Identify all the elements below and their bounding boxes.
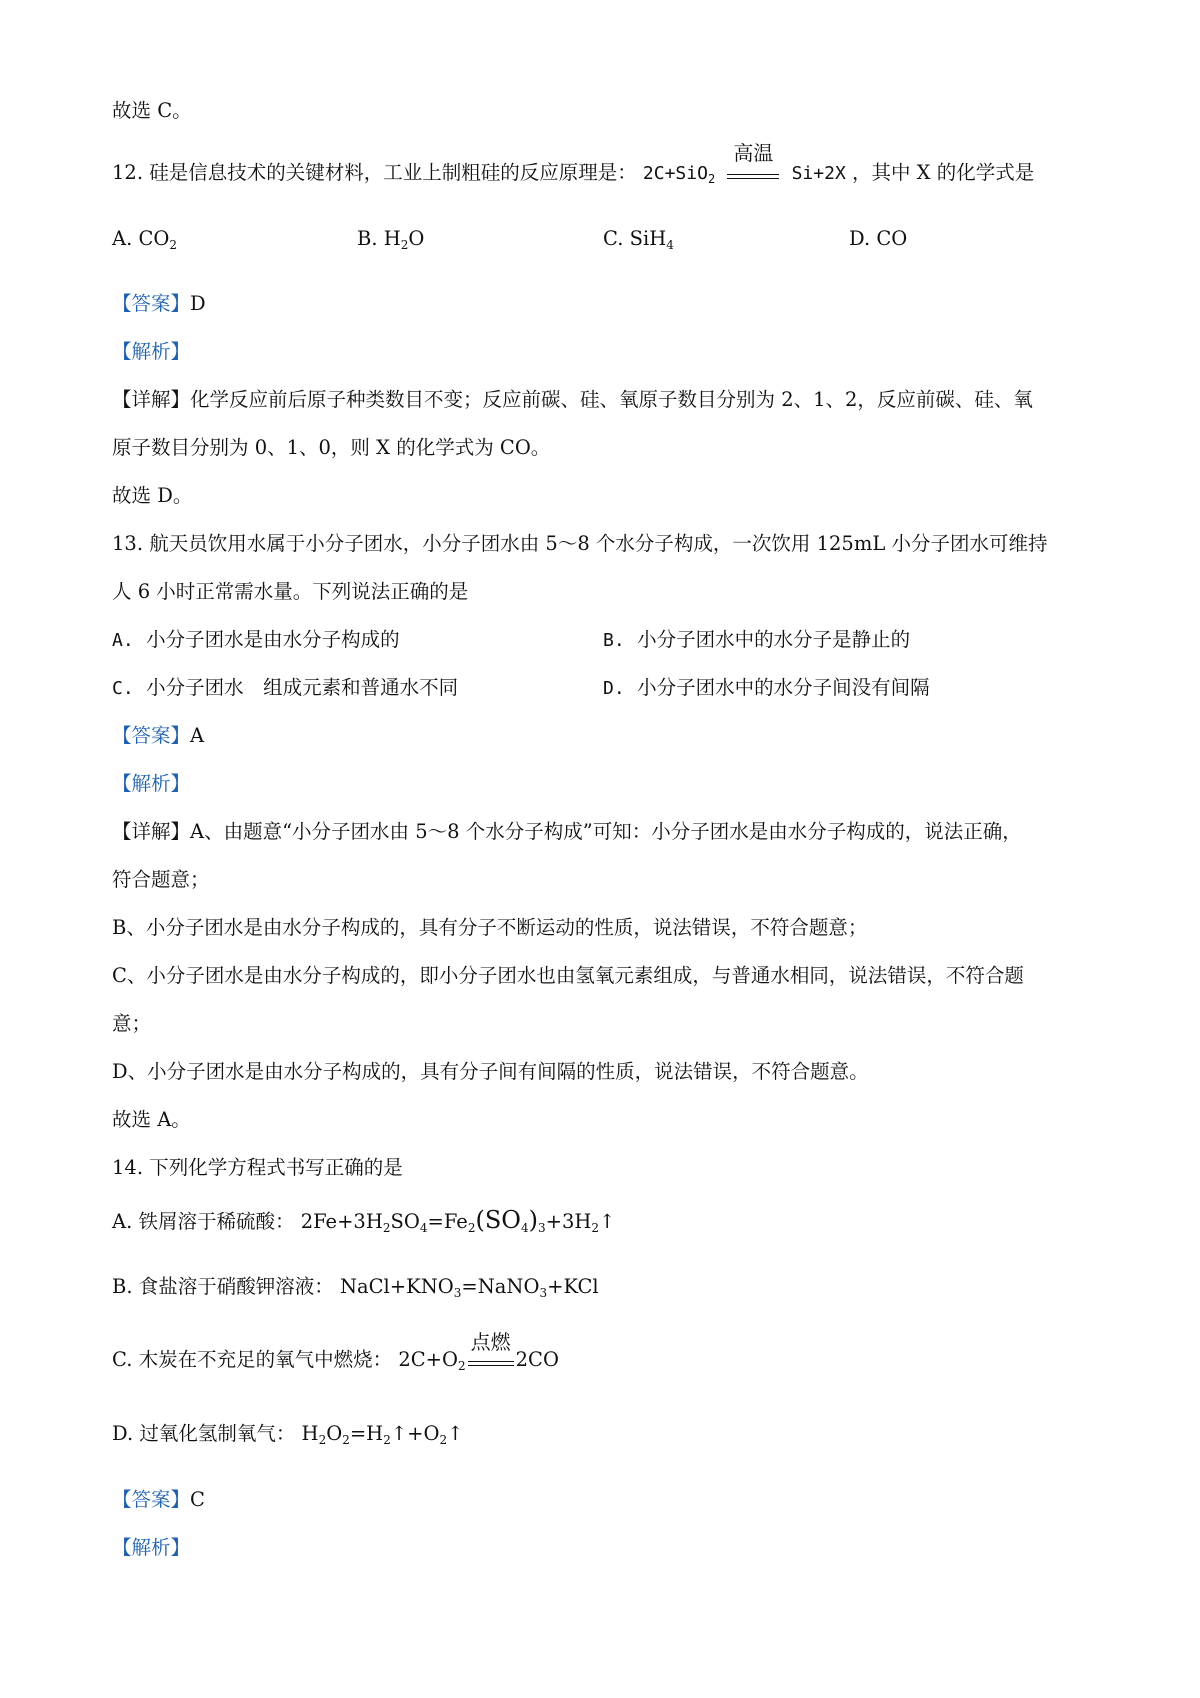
answer-tag: 【答案】 [112, 292, 191, 315]
q14-option-a-equation [300, 1206, 616, 1235]
q13-option-letter: C. [112, 678, 134, 699]
q12-eq-right: Si+2X [791, 163, 846, 184]
q13-detail-line: B、小分子团水是由水分子构成的，具有分子不断运动的性质，说法错误，不符合题意； [112, 916, 868, 939]
q12-stem-suffix: ，其中 X 的化学式是 [851, 161, 1035, 184]
eq-part: 2Fe+3H [300, 1210, 383, 1233]
q12-equation [643, 163, 715, 184]
q12-eq-sub: 2 [707, 172, 716, 186]
eq-part: =H [349, 1422, 384, 1445]
q12-option-letter: A. [112, 227, 139, 250]
q13-detail-line: C、小分子团水是由水分子构成的，即小分子团水也由氢氧元素组成，与普通水相同，说法错误，不符合题 [112, 964, 1024, 987]
eq-sub: 2 [467, 1221, 476, 1235]
q13-answer [112, 723, 204, 749]
q13-option-a [112, 627, 400, 654]
q12-option-tail: O [408, 227, 425, 250]
q13-stem-line-2: 人 6 小时正常需水量。下列说法正确的是 [112, 580, 469, 603]
q13-option-text: 小分子团水中的水分子间没有间隔 [637, 676, 930, 699]
q13-option-letter: A. [112, 630, 134, 651]
eq-sub: 4 [520, 1221, 529, 1235]
answer-value: D [190, 292, 206, 315]
q12-option-c [603, 226, 674, 258]
eq-part: NaCl+KNO [339, 1275, 454, 1298]
q12-detail-line-1: 【详解】化学反应前后原子种类数目不变；反应前碳、硅、氧原子数目分别为 2、1、2，反应前碳、硅、氧 [112, 388, 1033, 411]
q14-option-d-equation [302, 1422, 464, 1445]
q14-option-label: B. 食盐溶于硝酸钾溶液： [112, 1275, 334, 1298]
eq-part: ↑+O [390, 1422, 440, 1445]
q12-option-sub: 2 [169, 238, 178, 252]
eq-sub: 2 [382, 1221, 391, 1235]
q12-option-sub: 4 [666, 238, 674, 252]
q14-condition: 点燃 [470, 1330, 511, 1354]
q14-option-d [112, 1421, 464, 1453]
eq-sub: 2 [383, 1433, 391, 1447]
q14-option-c [112, 1330, 559, 1379]
q12-option-text: H [383, 227, 401, 250]
q12-option-text: CO [138, 227, 170, 250]
q12-stem-prefix: 12. 硅是信息技术的关键材料，工业上制粗硅的反应原理是： [112, 161, 637, 184]
q14-option-c-equation [398, 1330, 559, 1373]
q12-option-text: CO [876, 227, 908, 250]
q13-option-c [112, 675, 458, 702]
q12-option-d [849, 226, 907, 252]
eq-part: (SO [475, 1206, 521, 1234]
q13-option-letter: B. [603, 630, 625, 651]
answer-value: A [190, 724, 205, 747]
q14-option-b [112, 1274, 599, 1306]
eq-sub: 2 [439, 1433, 448, 1447]
eq-part: SO [390, 1210, 420, 1233]
q12-option-letter: D. [849, 227, 877, 250]
q12-eq-left: 2C+SiO [642, 163, 708, 184]
eq-sub: 2 [318, 1433, 327, 1447]
answer-tag: 【答案】 [112, 724, 191, 747]
eq-sub: 2 [457, 1359, 466, 1373]
q13-option-b [603, 627, 910, 654]
q14-option-b-equation [340, 1275, 599, 1298]
q12-analysis-tag: 【解析】 [112, 340, 191, 363]
eq-sub: 4 [419, 1221, 428, 1235]
q12-option-b [357, 226, 424, 258]
q12-option-sub: 2 [400, 238, 409, 252]
eq-part: H [301, 1422, 319, 1445]
q12-option-letter: B. [357, 227, 384, 250]
q13-conclusion: 故选 A。 [112, 1108, 191, 1131]
eq-part: +KCl [547, 1275, 599, 1298]
eq-sub: 3 [537, 1221, 546, 1235]
q14-option-label: A. 铁屑溶于稀硫酸： [112, 1210, 295, 1233]
q13-option-text: 小分子团水 组成元素和普通水不同 [146, 676, 459, 699]
q13-analysis-tag: 【解析】 [112, 772, 191, 795]
q14-option-label: D. 过氧化氢制氧气： [112, 1422, 296, 1445]
q14-reaction-condition-mark [468, 1330, 514, 1366]
q12-conclusion: 故选 D。 [112, 484, 193, 507]
q12-detail-line-2: 原子数目分别为 0、1、0，则 X 的化学式为 CO。 [112, 436, 551, 459]
up-arrow-symbol: ↑ [599, 1210, 616, 1233]
eq-part: O [326, 1422, 343, 1445]
q12-answer [112, 291, 206, 317]
q13-option-d [603, 675, 930, 702]
eq-part: ) [528, 1206, 538, 1234]
eq-part: 2C+O [398, 1348, 458, 1371]
q14-answer [112, 1487, 205, 1513]
eq-part: +3H [545, 1210, 592, 1233]
q13-stem-line-1: 13. 航天员饮用水属于小分子团水，小分子团水由 5～8 个水分子构成，一次饮用 125mL 小分子团水可维持 [112, 532, 1048, 555]
q13-detail-line: D、小分子团水是由水分子构成的，具有分子间有间隔的性质，说法错误，不符合题意。 [112, 1060, 869, 1083]
q13-option-letter: D. [603, 678, 625, 699]
q12-equal-bars [727, 174, 779, 179]
q14-stem: 14. 下列化学方程式书写正确的是 [112, 1156, 403, 1179]
answer-tag: 【答案】 [112, 1488, 191, 1511]
eq-sub: 2 [591, 1221, 600, 1235]
q11-conclusion: 故选 C。 [112, 99, 192, 122]
q12-condition: 高温 [733, 141, 774, 165]
q12-option-text: SiH [629, 227, 667, 250]
eq-sub: 3 [453, 1286, 462, 1300]
up-arrow-symbol: ↑ [447, 1422, 464, 1445]
q13-detail-line: 符合题意； [112, 868, 210, 891]
eq-part: =NaNO [461, 1275, 540, 1298]
q13-option-text: 小分子团水中的水分子是静止的 [637, 628, 911, 651]
q13-detail-line: 意； [112, 1012, 152, 1035]
q12-option-a [112, 226, 177, 258]
q14-option-label: C. 木炭在不充足的氧气中燃烧： [112, 1348, 393, 1371]
eq-sub: 3 [539, 1286, 548, 1300]
q12-option-letter: C. [603, 227, 630, 250]
answer-value: C [190, 1488, 205, 1511]
q14-equal-bars [468, 1361, 514, 1366]
eq-sub: 2 [342, 1433, 350, 1447]
eq-part: =Fe [427, 1210, 468, 1233]
q13-detail-line: 【详解】A、由题意“小分子团水由 5～8 个水分子构成”可知：小分子团水是由水分子构成的，说法正确， [112, 820, 1022, 843]
q12-stem [112, 141, 1035, 192]
q12-reaction-condition-mark [727, 141, 779, 179]
q13-option-text: 小分子团水是由水分子构成的 [146, 628, 400, 651]
q14-analysis-tag: 【解析】 [112, 1536, 191, 1559]
q14-option-a [112, 1207, 615, 1241]
eq-part: 2CO [515, 1348, 559, 1371]
